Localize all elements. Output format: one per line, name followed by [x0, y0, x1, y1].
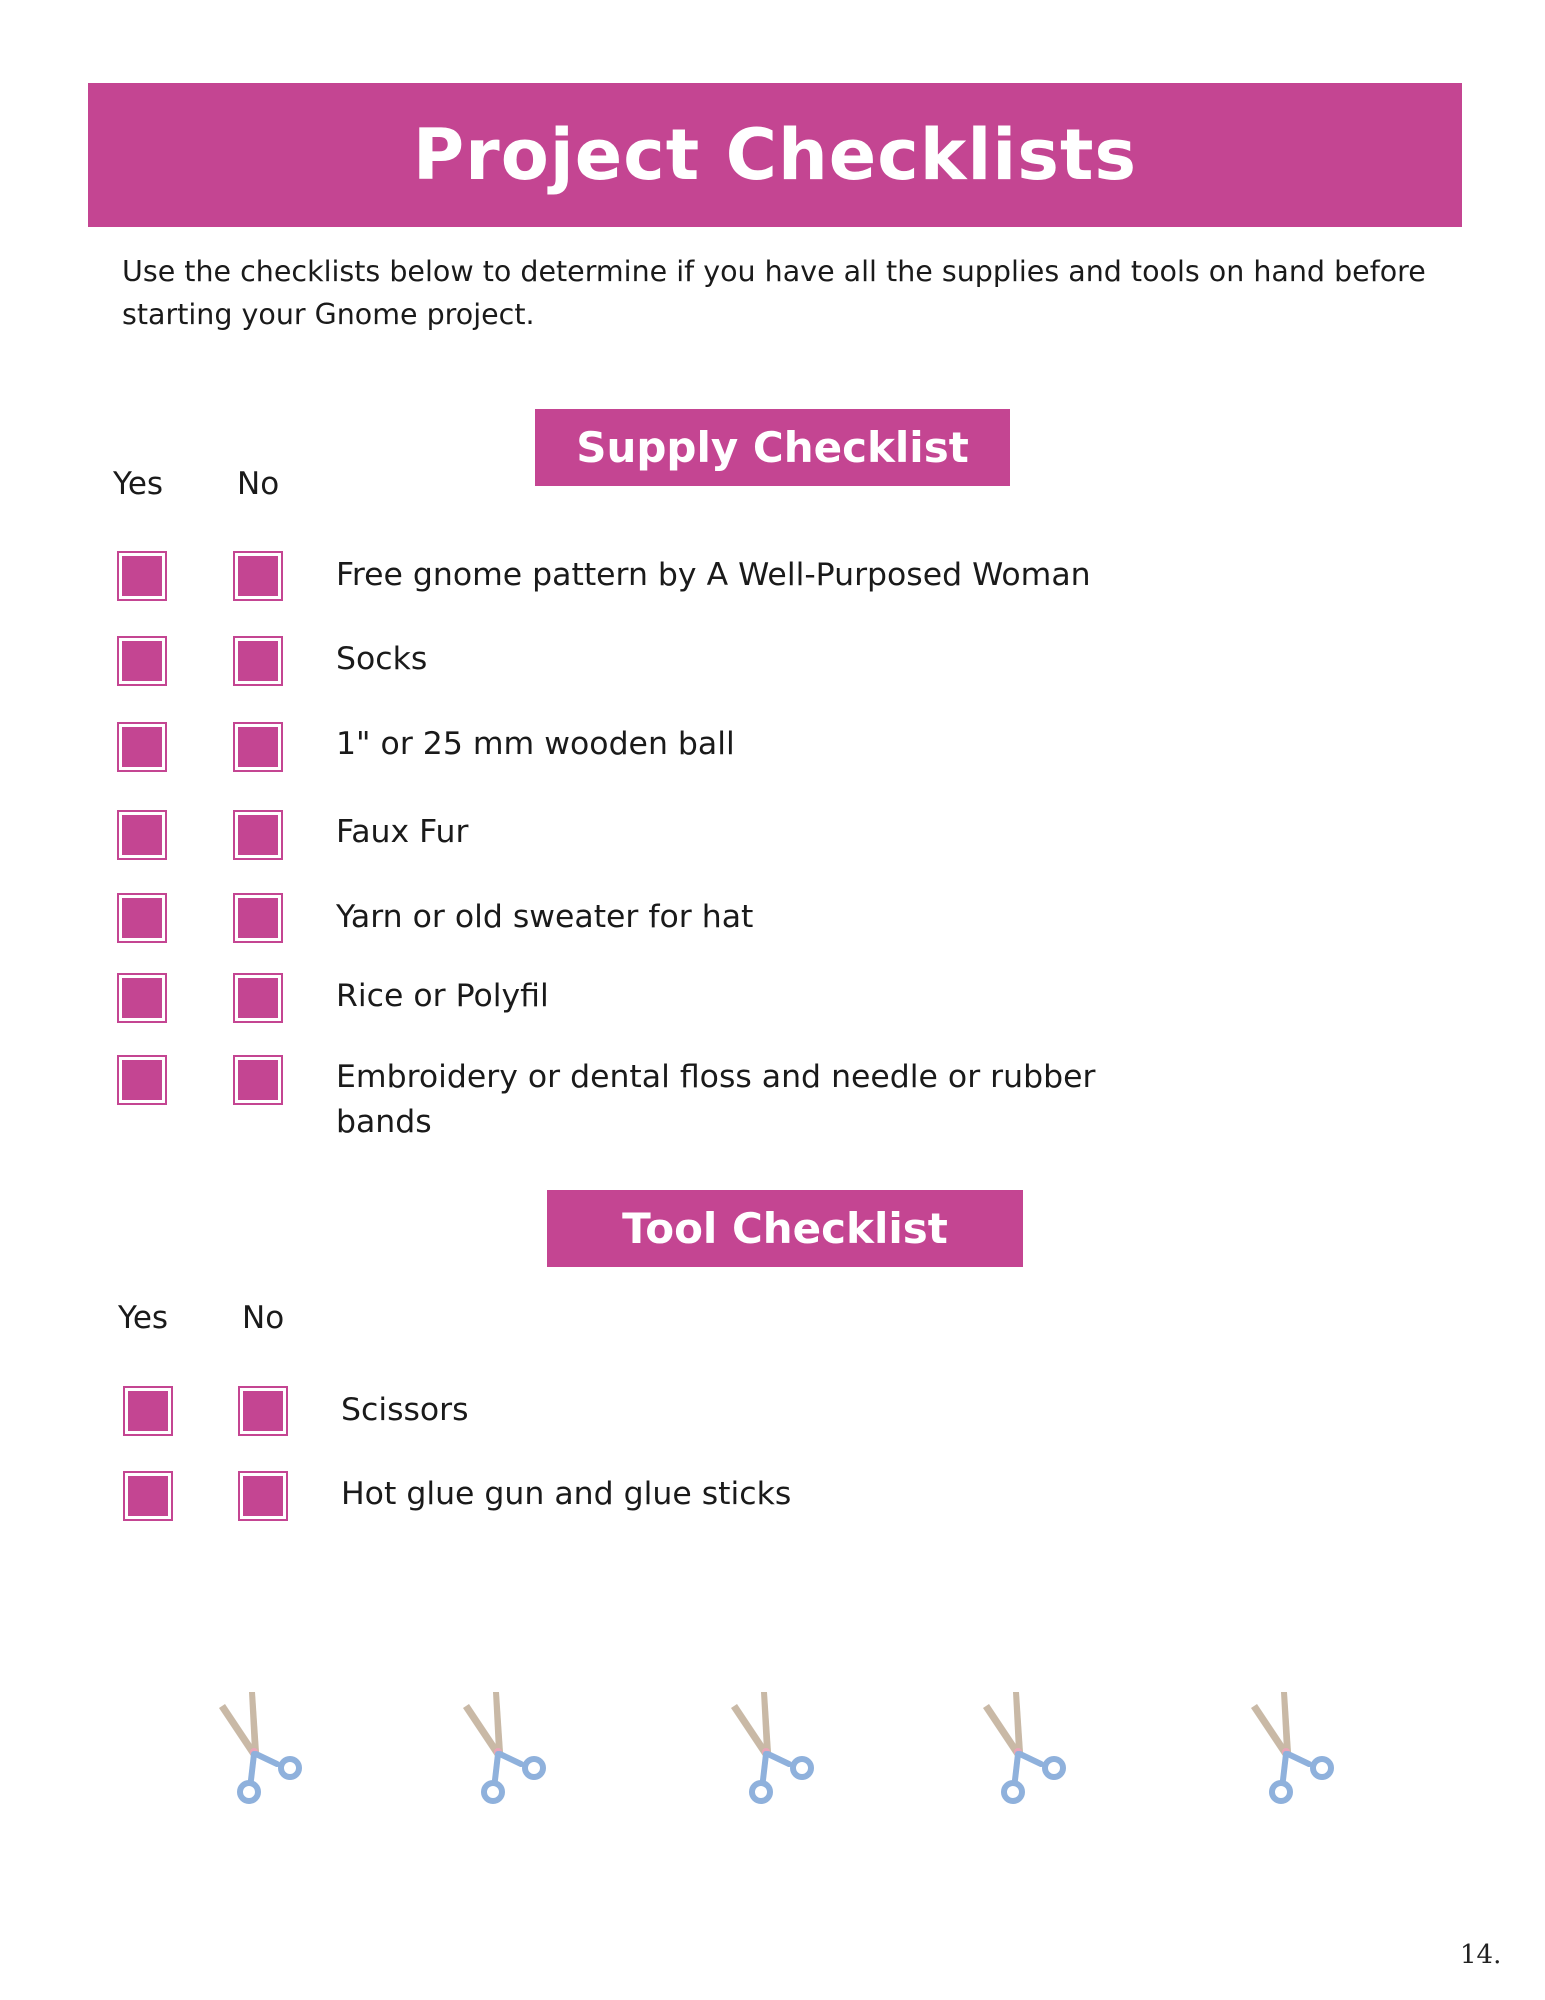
intro-text: Use the checklists below to determine if you have all the supplies and tools on hand before starting your Gnome project.: [122, 255, 1426, 331]
supply-yes-checkbox-6[interactable]: [122, 978, 162, 1018]
supply-no-checkbox-3[interactable]: [238, 727, 278, 767]
supply-no-checkbox-7[interactable]: [238, 1060, 278, 1100]
tool-yes-checkbox-1[interactable]: [128, 1391, 168, 1431]
supply-checklist-banner: [535, 409, 1010, 486]
title-banner: [88, 83, 1462, 227]
supply-item-7: Embroidery or dental floss and needle or rubber bands: [336, 1059, 1096, 1140]
tool-no-checkbox-2[interactable]: [243, 1476, 283, 1516]
supply-item-3: 1" or 25 mm wooden ball: [336, 726, 735, 762]
supply-checklist-title: Supply Checklist: [576, 423, 969, 472]
supply-yes-checkbox-1[interactable]: [122, 556, 162, 596]
supply-yes-checkbox-4[interactable]: [122, 815, 162, 855]
supply-item-5: Yarn or old sweater for hat: [336, 899, 754, 935]
scissors-icon: [457, 1690, 557, 1820]
supply-yes-checkbox-2[interactable]: [122, 641, 162, 681]
supply-item-6: Rice or Polyfil: [336, 978, 549, 1014]
scissors-icon: [977, 1690, 1077, 1820]
supply-no-checkbox-2[interactable]: [238, 641, 278, 681]
supply-no-header: No: [237, 466, 280, 502]
supply-yes-checkbox-3[interactable]: [122, 727, 162, 767]
supply-item-1: Free gnome pattern by A Well-Purposed Woman: [336, 557, 1091, 593]
tool-checklist-banner: [547, 1190, 1023, 1267]
tool-item-1: Scissors: [341, 1392, 469, 1428]
supply-yes-checkbox-7[interactable]: [122, 1060, 162, 1100]
page-title: Project Checklists: [412, 114, 1138, 196]
supply-no-checkbox-6[interactable]: [238, 978, 278, 1018]
supply-yes-header: Yes: [113, 466, 164, 502]
tool-yes-header: Yes: [118, 1300, 169, 1336]
tool-no-header: No: [242, 1300, 285, 1336]
tool-item-2: Hot glue gun and glue sticks: [341, 1476, 792, 1512]
scissors-icon: [725, 1690, 825, 1820]
supply-item-2: Socks: [336, 641, 428, 677]
supply-no-checkbox-5[interactable]: [238, 898, 278, 938]
tool-checklist-title: Tool Checklist: [622, 1204, 948, 1253]
tool-yes-checkbox-2[interactable]: [128, 1476, 168, 1516]
tool-no-checkbox-1[interactable]: [243, 1391, 283, 1431]
scissors-icon: [213, 1690, 313, 1820]
supply-item-4: Faux Fur: [336, 814, 469, 850]
supply-no-checkbox-4[interactable]: [238, 815, 278, 855]
supply-yes-checkbox-5[interactable]: [122, 898, 162, 938]
page-number: 14.: [1460, 1940, 1502, 1970]
supply-no-checkbox-1[interactable]: [238, 556, 278, 596]
scissors-icon: [1245, 1690, 1345, 1820]
